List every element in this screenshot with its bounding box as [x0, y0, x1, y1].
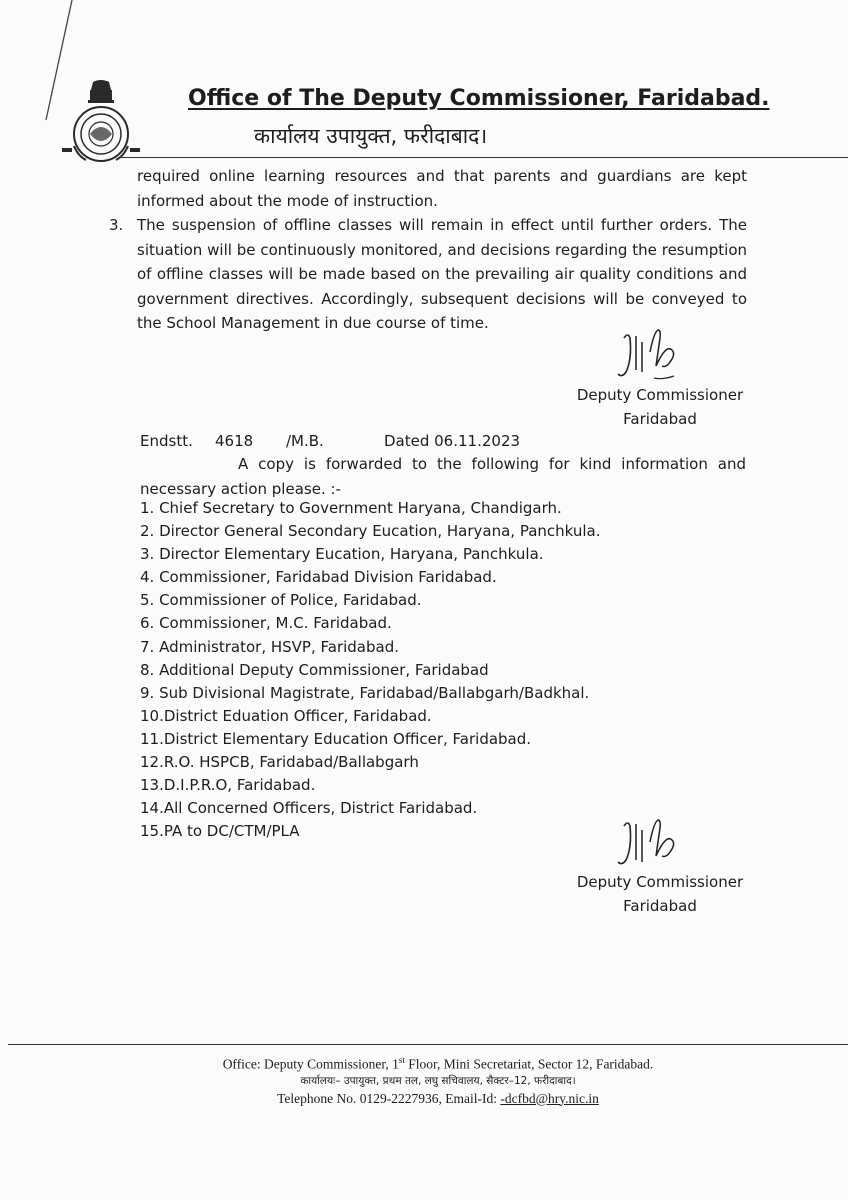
haryana-state-emblem-icon [60, 78, 142, 164]
signature-block-1 [560, 383, 760, 431]
list-item: 1. Chief Secretary to Government Haryana, Chandigarh. [140, 499, 562, 517]
paragraph-continued: required online learning resources and that parents and guardians are kept informed about the mode of instruction. [137, 167, 747, 210]
endorsement-date: Dated 06.11.2023 [384, 432, 521, 450]
paragraph-3: The suspension of offline classes will remain in effect until further orders. The situation will be continuously monitored, and decisions regarding the resumption of offline classes will be made based on the prevailing air quality conditions and government directives. Accordingly, subsequent decisions will be conveyed to the School Management in due course of time. [137, 216, 747, 333]
list-item: 9. Sub Divisional Magistrate, Faridabad/Ballabgarh/Badkhal. [140, 683, 590, 702]
forward-text: A copy is forwarded to the following for kind information and necessary action please. :- [140, 455, 746, 498]
office-title-english: Office of The Deputy Commissioner, Faridabad. [188, 86, 770, 111]
list-item: 8. Additional Deputy Commissioner, Faridabad [140, 660, 489, 679]
signature-2-handwritten [612, 812, 692, 874]
footer-telephone: Telephone No. 0129-2227936, Email-Id: [277, 1090, 501, 1106]
signatory-designation: Deputy Commissioner [576, 873, 744, 891]
list-item: 11.District Elementary Education Officer, Faridabad. [140, 729, 532, 748]
footer-email-link[interactable]: -dcfbd@hry.nic.in [500, 1090, 599, 1106]
list-item: 14.All Concerned Officers, District Faridabad. [140, 799, 478, 818]
list-item: 6. Commissioner, M.C. Faridabad. [140, 614, 392, 633]
endorsement-number: 4618 [215, 432, 254, 450]
endorsement-label: Endstt. [140, 432, 193, 450]
list-item: 12.R.O. HSPCB, Faridabad/Ballabgarh [140, 753, 419, 772]
list-item: 4. Commissioner, Faridabad Division Faridabad. [140, 568, 497, 587]
list-item: 15.PA to DC/CTM/PLA [140, 822, 300, 841]
endorsement-suffix: /M.B. [286, 432, 324, 450]
footer-contact [0, 1090, 848, 1107]
signature-1-handwritten [610, 322, 695, 384]
list-item: 3. Director Elementary Eucation, Haryana, Panchkula. [140, 545, 544, 564]
copy-to-list [140, 497, 601, 843]
signatory-designation: Deputy Commissioner [576, 386, 744, 404]
forward-note [140, 452, 746, 501]
list-item: 7. Administrator, HSVP, Faridabad. [140, 637, 400, 656]
signature-block-2 [560, 870, 760, 918]
footer [0, 1052, 848, 1107]
office-title-hindi: कार्यालय उपायुक्त, फरीदाबाद। [254, 124, 488, 148]
list-item: 5. Commissioner of Police, Faridabad. [140, 591, 422, 610]
header-divider [120, 157, 848, 158]
list-item: 13.D.I.P.R.O, Faridabad. [140, 776, 316, 795]
list-item: 10.District Eduation Officer, Faridabad. [140, 706, 432, 725]
signatory-place: Faridabad [623, 410, 697, 428]
list-item: 2. Director General Secondary Eucation, Haryana, Panchkula. [140, 522, 601, 541]
footer-address-hindi: कार्यालयः– उपायुक्त, प्रथम तल, लघु सचिवालय, सैक्टर–12, फरीदाबाद। [300, 1074, 576, 1087]
footer-divider [8, 1044, 848, 1045]
paragraph-3-number: 3. [109, 216, 124, 234]
signatory-place: Faridabad [623, 897, 697, 915]
footer-address: Office: Deputy Commissioner, 1st Floor, Mini Secretariat, Sector 12, Faridabad. [222, 1055, 654, 1072]
